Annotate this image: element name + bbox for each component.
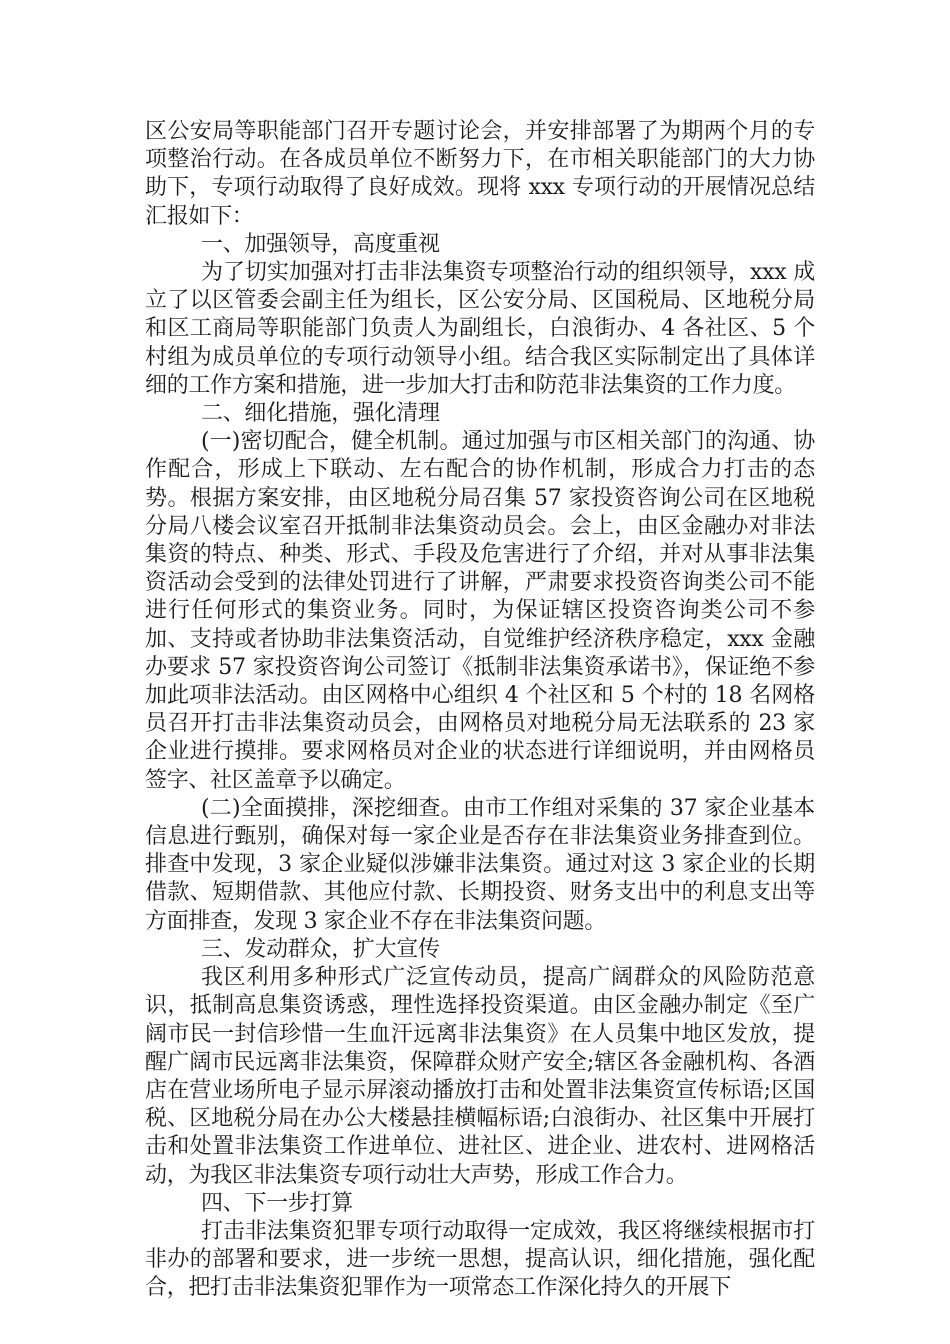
paragraph-intro: 区公安局等职能部门召开专题讨论会，并安排部署了为期两个月的专项整治行动。在各成员单位不断努力下，在市相关职能部门的大力协助下，专项行动取得了良好成效。现将 xxx 专项行动的开展情况总结汇报如下：	[145, 119, 815, 229]
section-heading-4: 四、下一步打算	[201, 1190, 353, 1216]
paragraph-section-3: 我区利用多种形式广泛宣传动员，提高广阔群众的风险防范意识，抵制高息集资诱惑，理性选择投资渠道。由区金融办制定《至广阔市民一封信珍惜一生血汗远离非法集资》在人员集中地区发放，提醒广阔市民远离非法集资，保障群众财产安全;辖区各金融机构、各酒店在营业场所电子显示屏滚动播放打击和处置非法集资宣传标语;区国税、区地税分局在办公大楼悬挂横幅标语;白浪街办、社区集中开展打击和处置非法集资工作进单位、进社区、进企业、进农村、进网格活动，为我区非法集资专项行动壮大声势，形成工作合力。	[145, 965, 815, 1188]
paragraph-section-4: 打击非法集资犯罪专项行动取得一定成效，我区将继续根据市打非办的部署和要求，进一步统一思想，提高认识，细化措施，强化配合，把打击非法集资犯罪作为一项常态工作深化持久的开展下	[145, 1218, 815, 1301]
paragraph-section-1: 为了切实加强对打击非法集资专项整治行动的组织领导，xxx 成立了以区管委会副主任为组长，区公安分局、区国税局、区地税分局和区工商局等职能部门负责人为副组长，白浪街办、4 各社区、5 个村组为成员单位的专项行动领导小组。结合我区实际制定出了具体详细的工作方案和措施，进一步加大打击和防范非法集资的工作力度。	[145, 260, 815, 398]
document-body	[145, 118, 815, 1303]
section-heading-3: 三、发动群众，扩大宣传	[201, 936, 440, 962]
section-heading-1: 一、加强领导，高度重视	[201, 231, 440, 257]
paragraph-section-2-part-1: (一)密切配合，健全机制。通过加强与市区相关部门的沟通、协作配合，形成上下联动、左右配合的协作机制，形成合力打击的态势。根据方案安排，由区地税分局召集 57 家投资咨询公司在区地税分局八楼会议室召开抵制非法集资动员会。会上，由区金融办对非法集资的特点、种类、形式、手段及危害进行了介绍，并对从事非法集资活动会受到的法律处罚进行了讲解，严肃要求投资咨询类公司不能进行任何形式的集资业务。同时，为保证辖区投资咨询类公司不参加、支持或者协助非法集资活动，自觉维护经济秩序稳定，xxx 金融办要求 57 家投资咨询公司签订《抵制非法集资承诺书》，保证绝不参加此项非法活动。由区网格中心组织 4 个社区和 5 个村的 18 名网格员召开打击非法集资动员会，由网格员对地税分局无法联系的 23 家企业进行摸排。要求网格员对企业的状态进行详细说明，并由网格员签字、社区盖章予以确定。	[145, 429, 815, 793]
section-heading-2: 二、细化措施，强化清理	[201, 401, 440, 427]
paragraph-section-2-part-2: (二)全面摸排，深挖细查。由市工作组对采集的 37 家企业基本信息进行甄别，确保对每一家企业是否存在非法集资业务排查到位。排查中发现，3 家企业疑似涉嫌非法集资。通过对这 3 家企业的长期借款、短期借款、其他应付款、长期投资、财务支出中的利息支出等方面排查，发现 3 家企业不存在非法集资问题。	[145, 795, 815, 934]
